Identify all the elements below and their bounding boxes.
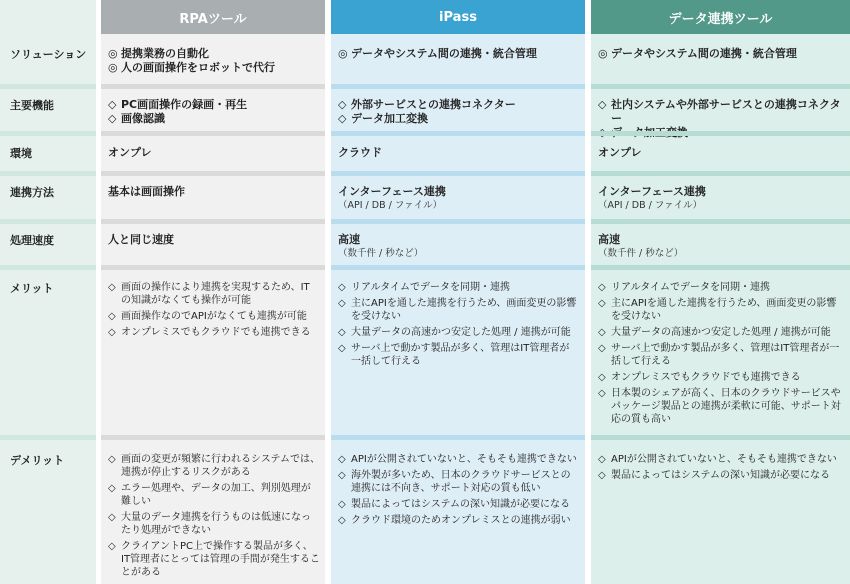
diamond-icon: ◇ [338, 454, 346, 465]
row-separator [0, 435, 96, 440]
cell-main-text: 高速 [338, 233, 360, 246]
row-separator [331, 84, 585, 89]
list-item-text: オンプレミスでもクラウドでも連携できる [121, 327, 311, 338]
double-circle-icon: ◎ [598, 47, 608, 60]
list-item [108, 61, 320, 75]
row-separator [101, 131, 325, 136]
row-separator [591, 84, 850, 89]
list-item [598, 469, 843, 482]
rpa-cell [108, 453, 320, 582]
list-item [338, 98, 578, 112]
row-separator [0, 219, 96, 224]
list-item [108, 540, 320, 579]
list-item-text: データやシステム間の連携・統合管理 [351, 47, 537, 60]
cell-main-text: オンプレ [598, 146, 642, 159]
list-item-text: リアルタイムでデータを同期・連携 [611, 282, 770, 293]
list-item-text: 大量のデータ連携を行うものは低速になったり処理ができない [121, 512, 311, 536]
header-rpa: RPAツール [101, 0, 325, 34]
diamond-icon: ◇ [598, 282, 606, 293]
list-item [598, 387, 843, 426]
diamond-icon: ◇ [108, 112, 117, 125]
ipass-cell [338, 47, 578, 61]
ipass-cell [338, 185, 578, 212]
header-ipass: iPass [331, 0, 585, 34]
diamond-icon: ◇ [338, 98, 347, 111]
list-item-text: PC画面操作の録画・再生 [121, 98, 248, 111]
row-separator [101, 435, 325, 440]
list-item-text: 人の画面操作をロボットで代行 [121, 61, 275, 74]
list-item [108, 310, 320, 323]
cell-main-text: クラウド [338, 146, 382, 159]
list-item-text: 日本製のシェアが高く、日本のクラウドサービスやパッケージ製品との連携が柔軟に可能、サポート対応の質も高い [611, 388, 841, 425]
list-item-text: クライアントPC上で操作する製品が多く、IT管理者にとっては管理の手間が発生することがある [121, 541, 320, 578]
cell-sub-text: （数千件 / 秒など） [338, 248, 424, 259]
diamond-icon: ◇ [598, 343, 606, 354]
list-item-text: 画面の操作により連携を実現するため、IT の知識がなくても操作が可能 [121, 282, 310, 306]
list-item [598, 342, 843, 368]
list-item-text: 大量データの高速かつ安定した処理 / 連携が可能 [611, 327, 831, 338]
list-item-text: 主にAPIを通した連携を行うため、画面変更の影響を受けない [351, 298, 577, 322]
list-item-text: 主にAPIを通した連携を行うため、画面変更の影響を受けない [611, 298, 837, 322]
rpa-cell [108, 47, 320, 75]
diamond-icon: ◇ [338, 327, 346, 338]
data-integration-cell [598, 281, 843, 429]
diamond-icon: ◇ [598, 454, 606, 465]
cell-sub-text: （API / DB / ファイル） [598, 200, 703, 211]
row-separator [591, 219, 850, 224]
row-separator [331, 131, 585, 136]
diamond-icon: ◇ [598, 327, 606, 338]
diamond-icon: ◇ [338, 298, 346, 309]
diamond-icon: ◇ [338, 499, 346, 510]
row-label: 環境 [10, 147, 32, 160]
list-item-text: 画面の変更が頻繁に行われるシステムでは、連携が停止するリスクがある [121, 454, 320, 478]
diamond-icon: ◇ [108, 282, 116, 293]
row-separator [591, 171, 850, 176]
data-integration-cell [598, 453, 843, 485]
diamond-icon: ◇ [598, 98, 607, 111]
list-item-text: エラー処理や、データの加工、判別処理が難しい [121, 483, 311, 507]
list-item [598, 297, 843, 323]
row-separator [0, 265, 96, 270]
list-item-text: 提携業務の自動化 [121, 47, 209, 60]
data-integration-cell [598, 47, 843, 61]
rpa-cell [108, 281, 320, 342]
row-separator [101, 84, 325, 89]
list-item-text: 画像認識 [121, 112, 165, 125]
diamond-icon: ◇ [598, 470, 606, 481]
list-item [338, 498, 578, 511]
list-item [108, 453, 320, 479]
row-label: デメリット [10, 454, 65, 467]
list-item [108, 326, 320, 339]
list-item-text: データ加工変換 [351, 112, 428, 125]
row-separator [101, 265, 325, 270]
list-item [598, 453, 843, 466]
list-item [108, 511, 320, 537]
double-circle-icon: ◎ [108, 61, 118, 74]
header-data-integration: データ連携ツール [591, 0, 850, 34]
list-item-text: APIが公開されていないと、そもそも連携できない [351, 454, 577, 465]
diamond-icon: ◇ [108, 483, 116, 494]
diamond-icon: ◇ [598, 372, 606, 383]
row-separator [331, 171, 585, 176]
rpa-cell [108, 233, 320, 247]
data-integration-cell [598, 185, 843, 212]
cell-main-text: 人と同じ速度 [108, 233, 174, 246]
list-item-text: 海外製が多いため、日本のクラウドサービスとの連携には不向き、サポート対応の質も低い [351, 470, 571, 494]
diamond-icon: ◇ [598, 388, 606, 399]
row-separator [591, 265, 850, 270]
list-item [338, 469, 578, 495]
row-label: 処理速度 [10, 234, 54, 247]
row-label: 主要機能 [10, 99, 54, 112]
ipass-cell [338, 453, 578, 530]
cell-main-text: インターフェース連携 [338, 185, 446, 198]
list-item [338, 281, 578, 294]
row-separator [101, 171, 325, 176]
ipass-cell [338, 98, 578, 126]
row-separator [331, 265, 585, 270]
rpa-cell [108, 146, 320, 160]
diamond-icon: ◇ [108, 454, 116, 465]
list-item [108, 98, 320, 112]
data-integration-cell [598, 146, 843, 160]
list-item [598, 47, 843, 61]
list-item-text: クラウド環境のためオンプレミスとの連携が弱い [351, 515, 571, 526]
row-separator [0, 171, 96, 176]
ipass-cell [338, 281, 578, 371]
list-item-text: 大量データの高速かつ安定した処理 / 連携が可能 [351, 327, 571, 338]
row-label: 連携方法 [10, 186, 54, 199]
list-item [338, 453, 578, 466]
row-separator [0, 131, 96, 136]
cell-main-text: 高速 [598, 233, 620, 246]
row-label: ソリューション [10, 48, 87, 61]
list-item [598, 371, 843, 384]
list-item-text: APIが公開されていないと、そもそも連携できない [611, 454, 837, 465]
list-item-text: 社内システムや外部サービスとの連携コネクター [611, 98, 841, 125]
list-item [338, 47, 578, 61]
list-item-text: サーバ上で動かす製品が多く、管理はIT管理者が一括して行える [351, 343, 570, 367]
header-corner [0, 0, 96, 34]
list-item-text: リアルタイムでデータを同期・連携 [351, 282, 510, 293]
ipass-cell [338, 233, 578, 260]
list-item [108, 112, 320, 126]
row-separator [331, 219, 585, 224]
list-item [108, 482, 320, 508]
diamond-icon: ◇ [338, 343, 346, 354]
row-separator [101, 219, 325, 224]
list-item-text: 製品によってはシステムの深い知識が必要になる [611, 470, 830, 481]
list-item [598, 98, 843, 126]
data-integration-cell [598, 233, 843, 260]
list-item [108, 47, 320, 61]
list-item [338, 326, 578, 339]
row-separator [591, 435, 850, 440]
cell-sub-text: （API / DB / ファイル） [338, 200, 443, 211]
row-separator [331, 435, 585, 440]
diamond-icon: ◇ [108, 512, 116, 523]
diamond-icon: ◇ [108, 98, 117, 111]
ipass-cell [338, 146, 578, 160]
cell-main-text: オンプレ [108, 146, 152, 159]
list-item [108, 281, 320, 307]
rpa-cell [108, 185, 320, 199]
list-item-text: 画面操作なのでAPIがなくても連携が可能 [121, 311, 307, 322]
diamond-icon: ◇ [108, 311, 116, 322]
cell-main-text: インターフェース連携 [598, 185, 706, 198]
diamond-icon: ◇ [338, 515, 346, 526]
list-item [338, 297, 578, 323]
cell-main-text: 基本は画面操作 [108, 185, 185, 198]
list-item-text: データやシステム間の連携・統合管理 [611, 47, 797, 60]
diamond-icon: ◇ [338, 112, 347, 125]
list-item [338, 112, 578, 126]
list-item-text: オンプレミスでもクラウドでも連携できる [611, 372, 801, 383]
list-item [338, 342, 578, 368]
double-circle-icon: ◎ [108, 47, 118, 60]
row-label: メリット [10, 282, 54, 295]
list-item [338, 514, 578, 527]
list-item [598, 326, 843, 339]
list-item-text: 外部サービスとの連携コネクター [351, 98, 516, 111]
double-circle-icon: ◎ [338, 47, 348, 60]
row-separator [591, 131, 850, 136]
diamond-icon: ◇ [338, 470, 346, 481]
diamond-icon: ◇ [338, 282, 346, 293]
diamond-icon: ◇ [598, 298, 606, 309]
list-item [598, 281, 843, 294]
list-item-text: 製品によってはシステムの深い知識が必要になる [351, 499, 570, 510]
cell-sub-text: （数千件 / 秒など） [598, 248, 684, 259]
rpa-cell [108, 98, 320, 126]
diamond-icon: ◇ [108, 327, 116, 338]
list-item-text: サーバ上で動かす製品が多く、管理はIT管理者が一括して行える [611, 343, 840, 367]
diamond-icon: ◇ [108, 541, 116, 552]
row-separator [0, 84, 96, 89]
